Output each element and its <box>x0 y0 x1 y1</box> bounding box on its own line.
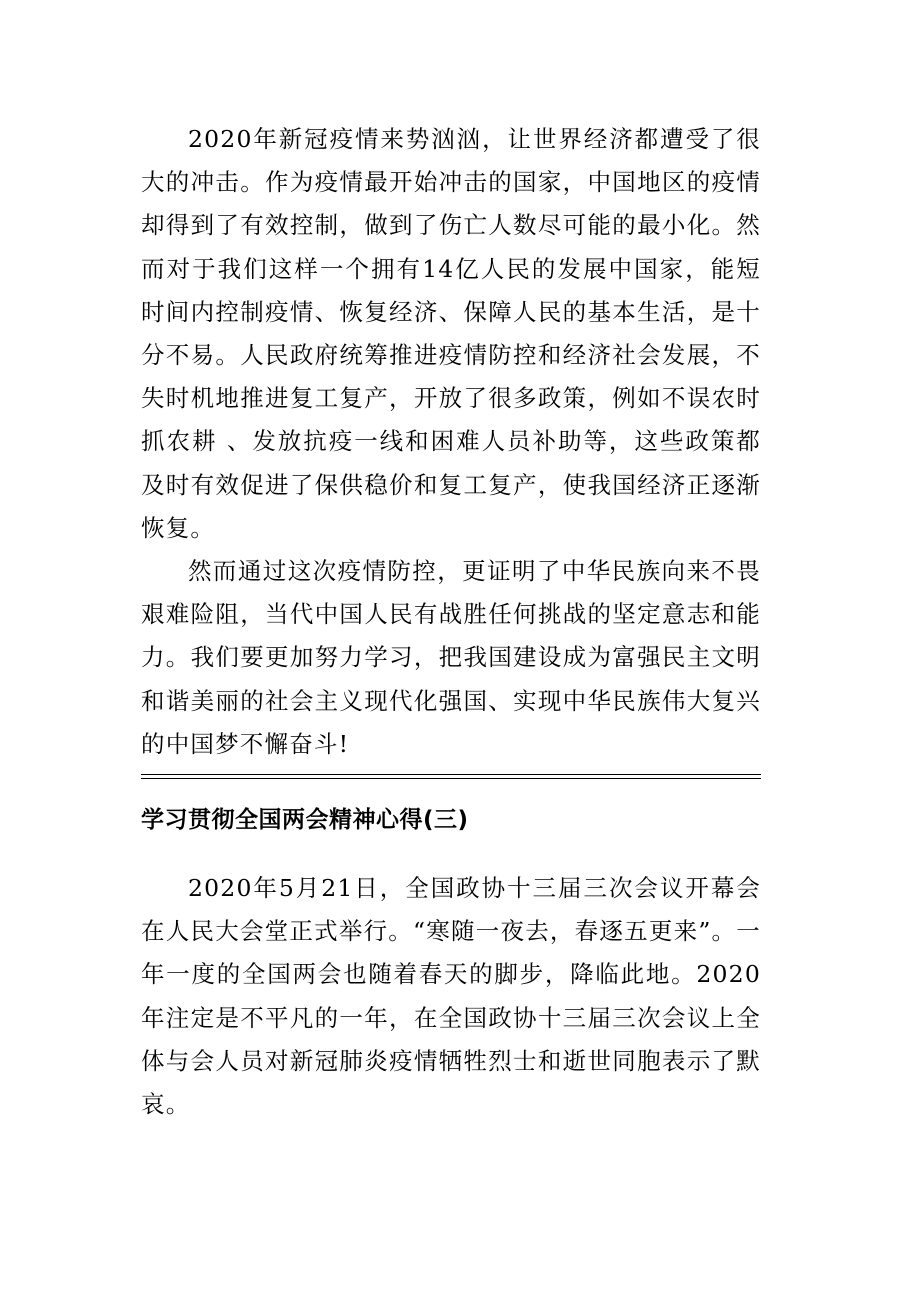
section-heading: 学习贯彻全国两会精神心得(三) <box>141 807 469 834</box>
body-paragraph-2: 然而通过这次疫情防控，更证明了中华民族向来不畏艰难险阻，当代中国人民有战胜任何挑战的坚定意志和能力。我们要更加努力学习，把我国建设成为富强民主文明和谐美丽的社会主义现代化强国、实现中华民族伟大复兴的中国梦不懈奋斗! <box>141 557 761 758</box>
document-page <box>141 118 761 1126</box>
double-rule-divider <box>141 774 761 780</box>
section-body <box>141 867 761 1126</box>
divider-line-bottom <box>141 778 761 779</box>
divider-line-top <box>141 774 761 775</box>
body-paragraph-3: 2020年5月21日，全国政协十三届三次会议开幕会在人民大会堂正式举行。“寒随一夜去，春逐五更来”。一年一度的全国两会也随着春天的脚步，降临此地。2020年注定是不平凡的一年，在全国政协十三届三次会议上全体与会人员对新冠肺炎疫情牺牲烈士和逝世同胞表示了默哀。 <box>141 874 761 1119</box>
body-paragraph-1: 2020年新冠疫情来势汹汹，让世界经济都遭受了很大的冲击。作为疫情最开始冲击的国家，中国地区的疫情却得到了有效控制，做到了伤亡人数尽可能的最小化。然而对于我们这样一个拥有14亿人民的发展中国家，能短时间内控制疫情、恢复经济、保障人民的基本生活，是十分不易。人民政府统筹推进疫情防控和经济社会发展，不失时机地推进复工复产，开放了很多政策，例如不误农时抓农耕 、发放抗疫一线和困难人员补助等，这些政策都及时有效促进了保供稳价和复工复产，使我国经济正逐渐恢复。 <box>141 125 761 542</box>
